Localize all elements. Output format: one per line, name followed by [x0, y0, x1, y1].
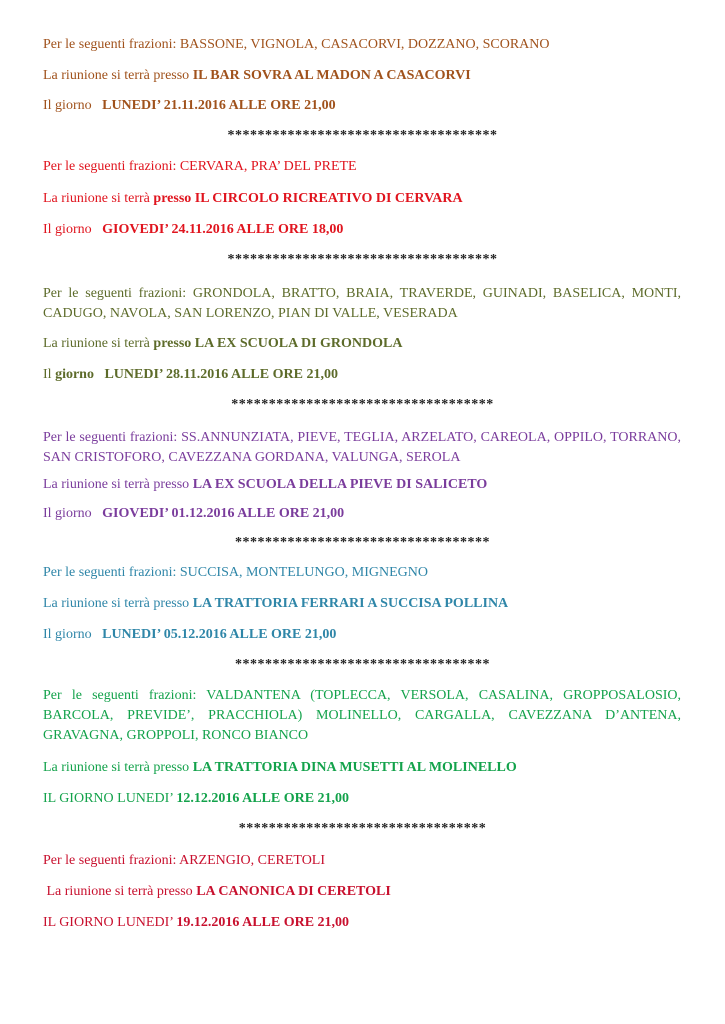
giorno-line-7 [43, 914, 349, 932]
giorno-value: LUNEDI’ 05.12.2016 ALLE ORE 21,00 [102, 627, 337, 642]
luogo-value: presso IL CIRCOLO RICREATIVO DI CERVARA [153, 191, 463, 206]
giorno-line-5 [43, 626, 336, 644]
separator-4: ********************************** [235, 535, 490, 550]
frazioni-line-7 [43, 852, 325, 870]
giorno-line-4 [43, 505, 344, 523]
luogo-line-2 [43, 190, 463, 208]
luogo-value: IL BAR SOVRA AL MADON A CASACORVI [192, 68, 471, 83]
frazioni-list: CERVARA, PRA’ DEL PRETE [179, 159, 357, 174]
luogo-prefix: La riunione si terrà presso [43, 68, 193, 83]
separator-6: ********************************* [238, 821, 487, 836]
giorno-prefix: Il [43, 367, 56, 382]
frazioni-line-6 [43, 686, 681, 746]
luogo-prefix: La riunione si terrà presso [43, 477, 193, 492]
giorno-prefix: Il giorno [43, 506, 96, 521]
luogo-prefix: La riunione si terrà [43, 336, 154, 351]
giorno-line-1 [43, 97, 336, 115]
frazioni-list: ARZENGIO, CERETOLI [179, 853, 326, 868]
giorno-prefix: Il giorno [43, 627, 96, 642]
giorno-line-6 [43, 790, 349, 808]
luogo-value: LA TRATTORIA FERRARI A SUCCISA POLLINA [192, 596, 509, 611]
luogo-line-3 [43, 335, 402, 353]
luogo-prefix: La riunione si terrà presso [43, 884, 197, 899]
frazioni-line-1 [43, 36, 550, 54]
giorno-value: LUNEDI’ 28.11.2016 ALLE ORE 21,00 [104, 367, 338, 382]
giorno-value: 12.12.2016 ALLE ORE 21,00 [176, 791, 350, 806]
luogo-line-5 [43, 595, 508, 613]
giorno-prefix: Il giorno [43, 98, 96, 113]
frazioni-list: SS.ANNUNZIATA, PIEVE, TEGLIA, ARZELATO, CAREOLA, OPPILO, TORRANO, SAN CRISTOFORO, CAVEZZANA GORDANA, VALUNGA, SEROLA [43, 430, 682, 465]
frazioni-list: GRONDOLA, BRATTO, BRAIA, TRAVERDE, GUINADI, BASELICA, MONTI, CADUGO, NAVOLA, SAN LORENZO, PIAN DI VALLE, VESERADA [43, 286, 681, 321]
luogo-line-1 [43, 67, 471, 85]
luogo-value: LA CANONICA DI CERETOLI [196, 884, 391, 899]
luogo-line-7 [43, 883, 391, 901]
giorno-value: GIOVEDI’ 01.12.2016 ALLE ORE 21,00 [102, 506, 345, 521]
frazioni-line-4 [43, 428, 681, 468]
luogo-prefix: La riunione si terrà [43, 191, 154, 206]
giorno-value: GIOVEDI’ 24.11.2016 ALLE ORE 18,00 [102, 222, 344, 237]
giorno-value: LUNEDI’ 21.11.2016 ALLE ORE 21,00 [102, 98, 336, 113]
giorno-value: 19.12.2016 ALLE ORE 21,00 [176, 915, 350, 930]
frazioni-prefix: Per le seguenti frazioni: [43, 286, 193, 301]
luogo-prefix: La riunione si terrà presso [43, 596, 193, 611]
frazioni-prefix: Per le seguenti frazioni: [43, 853, 180, 868]
luogo-value: LA EX SCUOLA DELLA PIEVE DI SALICETO [192, 477, 488, 492]
separator-2: ************************************ [227, 252, 498, 267]
frazioni-line-5 [43, 564, 428, 582]
separator-1: ************************************ [227, 128, 498, 143]
frazioni-prefix: Per le seguenti frazioni: [43, 430, 182, 445]
frazioni-prefix: Per le seguenti frazioni: [43, 37, 180, 52]
luogo-value: LA TRATTORIA DINA MUSETTI AL MOLINELLO [192, 760, 517, 775]
luogo-line-4 [43, 476, 487, 494]
frazioni-list: BASSONE, VIGNOLA, CASACORVI, DOZZANO, SCORANO [179, 37, 550, 52]
luogo-value: presso LA EX SCUOLA DI GRONDOLA [153, 336, 403, 351]
giorno-prefix: Il giorno [43, 222, 96, 237]
luogo-prefix: La riunione si terrà presso [43, 760, 193, 775]
giorno-line-3 [43, 366, 338, 384]
giorno-bold-prefix: giorno [55, 367, 98, 382]
giorno-prefix: IL GIORNO LUNEDI’ [43, 915, 177, 930]
luogo-line-6 [43, 759, 517, 777]
frazioni-line-3 [43, 284, 681, 324]
giorno-prefix: IL GIORNO LUNEDI’ [43, 791, 177, 806]
frazioni-prefix: Per le seguenti frazioni: [43, 565, 180, 580]
separator-3: *********************************** [231, 397, 494, 412]
separator-5: ********************************** [235, 657, 490, 672]
frazioni-line-2 [43, 158, 357, 176]
frazioni-list: SUCCISA, MONTELUNGO, MIGNEGNO [179, 565, 428, 580]
frazioni-list: VALDANTENA (TOPLECCA, VERSOLA, CASALINA, GROPPOSALOSIO, BARCOLA, PREVIDE’, PRACCHIOLA) MOLINELLO, CARGALLA, CAVEZZANA D’ANTENA, GRAVAGNA, GROPPOLI, RONCO BIANCO [43, 688, 682, 743]
giorno-line-2 [43, 221, 343, 239]
frazioni-prefix: Per le seguenti frazioni: [43, 159, 180, 174]
frazioni-prefix: Per le seguenti frazioni: [43, 688, 207, 703]
